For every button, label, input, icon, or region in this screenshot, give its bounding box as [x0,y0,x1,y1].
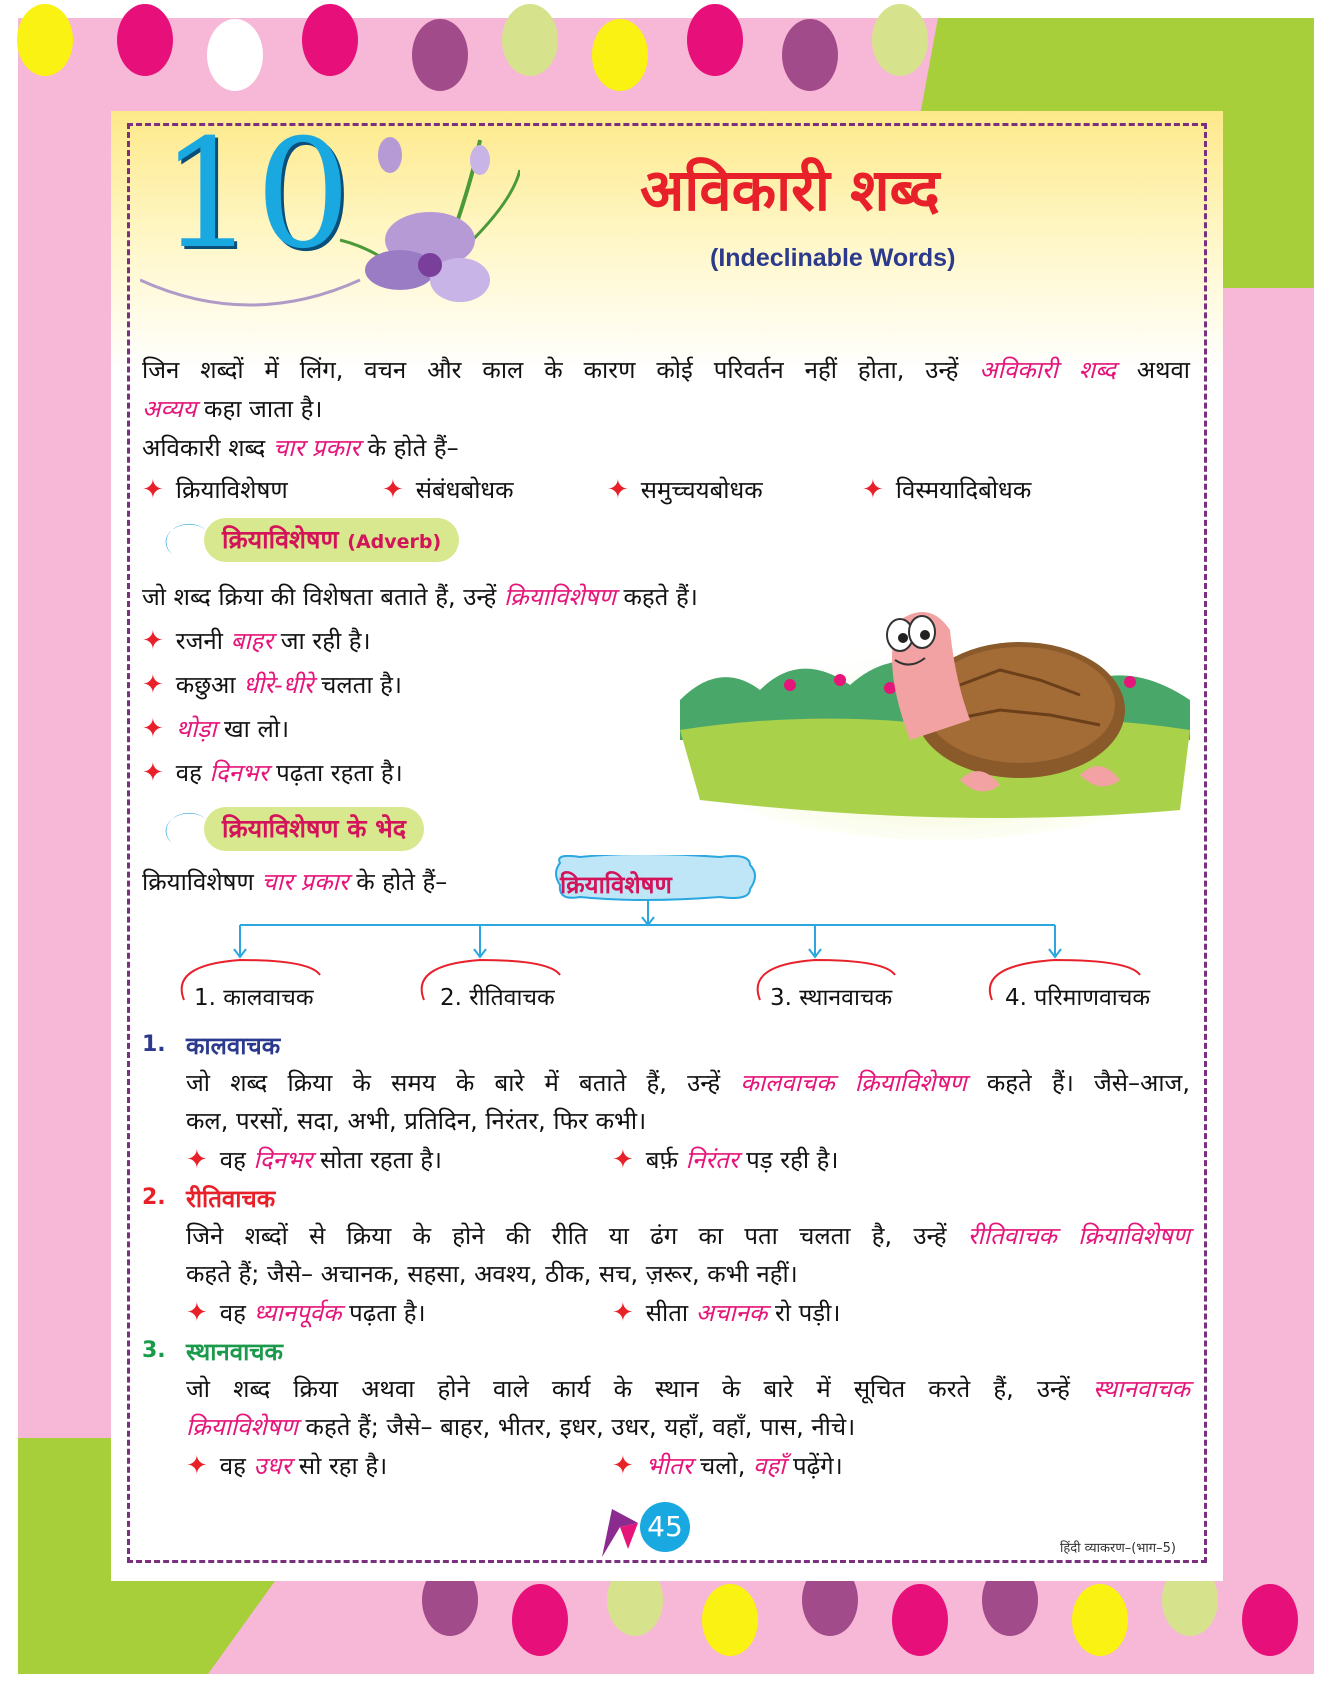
polka-dot [782,19,838,91]
polka-dot [687,4,743,76]
polka-dot [1242,1584,1298,1656]
polka-dot [892,1584,948,1656]
page-number: 45 [640,1502,690,1552]
heading-text: क्रियाविशेषण के भेद [222,814,407,843]
chapter-number: 10 [160,108,351,282]
type-item [607,473,763,507]
polka-dot [872,4,928,76]
example-highlight: ध्यानपूर्वक [253,1299,342,1327]
star-bullet-icon: ✦ [862,475,884,505]
example-item [142,712,289,746]
example-text: वह [219,1146,246,1174]
polka-dot [207,19,263,91]
intro-line-1 [142,353,1190,387]
example-text: जा रही है। [280,627,371,655]
body-text: कहते हैं; जैसे– बाहर, भीतर, इधर, उधर, यहाँ, वहाँ, पास, नीचे। [305,1413,856,1441]
type-item [382,473,514,507]
type-label: विस्मयादिबोधक [895,476,1032,504]
example-text: कछुआ [175,671,236,699]
star-bullet-icon: ✦ [142,626,164,656]
example-text: रो पड़ी। [774,1299,841,1327]
intro-text: अथवा [1136,356,1190,384]
example-highlight: दिनभर [253,1146,313,1174]
example-text: पड़ रही है। [746,1146,839,1174]
example-highlight: धीरे-धीरे [243,671,314,699]
polka-dot [412,19,468,91]
polka-dot [502,4,558,76]
highlight-avikari: अविकारी शब्द [979,356,1116,384]
tree-branch: 4. परिमाणवाचक [1005,985,1151,1011]
type-item [862,473,1031,507]
star-bullet-icon: ✦ [612,1145,634,1175]
section-line: कल, परसों, सदा, अभी, प्रतिदिन, निरंतर, फिर कभी। [186,1107,647,1135]
highlight-adverb: क्रियाविशेषण [503,583,616,611]
intro-text: अविकारी शब्द [142,434,266,462]
star-bullet-icon: ✦ [607,475,629,505]
body-highlight: रीतिवाचक क्रियाविशेषण [967,1222,1190,1250]
body-highlight: कालवाचक क्रियाविशेषण [740,1069,967,1097]
chapter-subtitle: (Indeclinable Words) [710,244,956,272]
star-bullet-icon: ✦ [186,1298,208,1328]
intro-text: के होते हैं– [356,868,448,896]
star-bullet-icon: ✦ [142,758,164,788]
swoosh-icon [142,809,212,849]
intro-text: कहा जाता है। [204,395,323,423]
chapter-title: अविकारी शब्द [640,156,940,224]
section-number: 3. [142,1338,166,1363]
example-text: पढ़ता रहता है। [276,759,403,787]
tree-root: क्रियाविशेषण [560,871,672,899]
example-text: बर्फ़ [645,1146,679,1174]
adverb-definition [142,580,698,614]
polka-dot [1072,1584,1128,1656]
section-title: रीतिवाचक [186,1185,276,1213]
polka-dot [17,4,73,76]
star-bullet-icon: ✦ [142,714,164,744]
star-bullet-icon: ✦ [612,1298,634,1328]
highlight-four-types: चार प्रकार [272,434,360,462]
polka-dot [512,1584,568,1656]
highlight-four-types: चार प्रकार [261,868,349,896]
example-text: सीता [645,1299,689,1327]
polka-dot [302,4,358,76]
example-text: वह [219,1299,246,1327]
example-item [612,1449,843,1483]
book-label: हिंदी व्याकरण–(भाग–5) [1060,1541,1176,1556]
body-text: जिने शब्दों से क्रिया के होने की रीति या ढंग का पता चलता है, उन्हें [186,1222,947,1250]
example-highlight: बाहर [230,627,274,655]
example-item [142,668,402,702]
def-text: कहते हैं। [623,583,698,611]
section-number: 1. [142,1032,166,1057]
flower-illustration [140,130,520,330]
example-text: सोता रहता है। [320,1146,443,1174]
highlight-avyay: अव्यय [142,395,197,423]
example-highlight: थोड़ा [175,715,217,743]
example-highlight: उधर [253,1452,292,1480]
star-bullet-icon: ✦ [612,1451,634,1481]
example-text: रजनी [175,627,223,655]
star-bullet-icon: ✦ [142,475,164,505]
type-label: क्रियाविशेषण [175,476,288,504]
polka-dot [702,1584,758,1656]
body-text: कहते हैं। जैसे–आज, [986,1069,1190,1097]
example-text: पढ़ता है। [349,1299,426,1327]
section-number: 2. [142,1185,166,1210]
section-line [186,1066,1190,1100]
section-line [186,1219,1190,1253]
type-label: समुच्चयबोधक [640,476,763,504]
example-text: चलता है। [321,671,403,699]
swoosh-icon [142,520,212,560]
section-title: स्थानवाचक [186,1338,283,1366]
example-item [612,1143,839,1177]
heading-english: (Adverb) [347,531,442,553]
section-title: कालवाचक [186,1032,281,1060]
example-highlight: निरंतर [685,1146,739,1174]
body-highlight: क्रियाविशेषण [186,1413,298,1441]
body-highlight: स्थानवाचक [1093,1375,1190,1403]
example-item [142,624,371,658]
example-item [142,756,403,790]
type-label: संबंधबोधक [415,476,514,504]
example-item [186,1296,426,1330]
example-text: पढ़ेंगे। [792,1452,843,1480]
example-item [612,1296,840,1330]
example-highlight: वहाँ [753,1452,786,1480]
body-text: जो शब्द क्रिया के समय के बारे में बताते हैं, उन्हें [186,1069,721,1097]
example-text: खा लो। [224,715,290,743]
example-text: चलो, [700,1452,746,1480]
example-item [186,1143,442,1177]
example-text: वह [219,1452,246,1480]
intro-line-3 [142,431,459,465]
section-line [186,1372,1190,1406]
star-bullet-icon: ✦ [186,1145,208,1175]
intro-text: जिन शब्दों में लिंग, वचन और काल के कारण कोई परिवर्तन नहीं होता, उन्हें [142,356,959,384]
example-item [186,1449,387,1483]
tree-branch: 2. रीतिवाचक [440,985,555,1011]
def-text: जो शब्द क्रिया की विशेषता बताते हैं, उन्हें [142,583,497,611]
section-line: कहते हैं; जैसे– अचानक, सहसा, अवश्य, ठीक, सच, ज़रूर, कभी नहीं। [186,1260,798,1288]
example-highlight: भीतर [645,1452,693,1480]
tortoise-illustration [660,600,1200,840]
intro-line-2 [142,392,322,426]
example-text: सो रहा है। [298,1452,388,1480]
star-bullet-icon: ✦ [142,670,164,700]
polka-dot [117,4,173,76]
intro-text: के होते हैं– [367,434,459,462]
example-highlight: दिनभर [209,759,269,787]
tree-branch: 3. स्थानवाचक [770,985,893,1011]
ribbon-icon [598,1505,644,1561]
star-bullet-icon: ✦ [382,475,404,505]
polka-dot [592,19,648,91]
heading-text: क्रियाविशेषण [222,525,339,554]
section-line [186,1410,855,1444]
intro-text: क्रियाविशेषण [142,868,254,896]
example-highlight: अचानक [695,1299,768,1327]
example-text: वह [175,759,202,787]
type-item [142,473,288,507]
tree-branch: 1. कालवाचक [194,985,314,1011]
star-bullet-icon: ✦ [186,1451,208,1481]
body-text: जो शब्द क्रिया अथवा होने वाले कार्य के स्थान के बारे में सूचित करते हैं, उन्हें [186,1375,1070,1403]
